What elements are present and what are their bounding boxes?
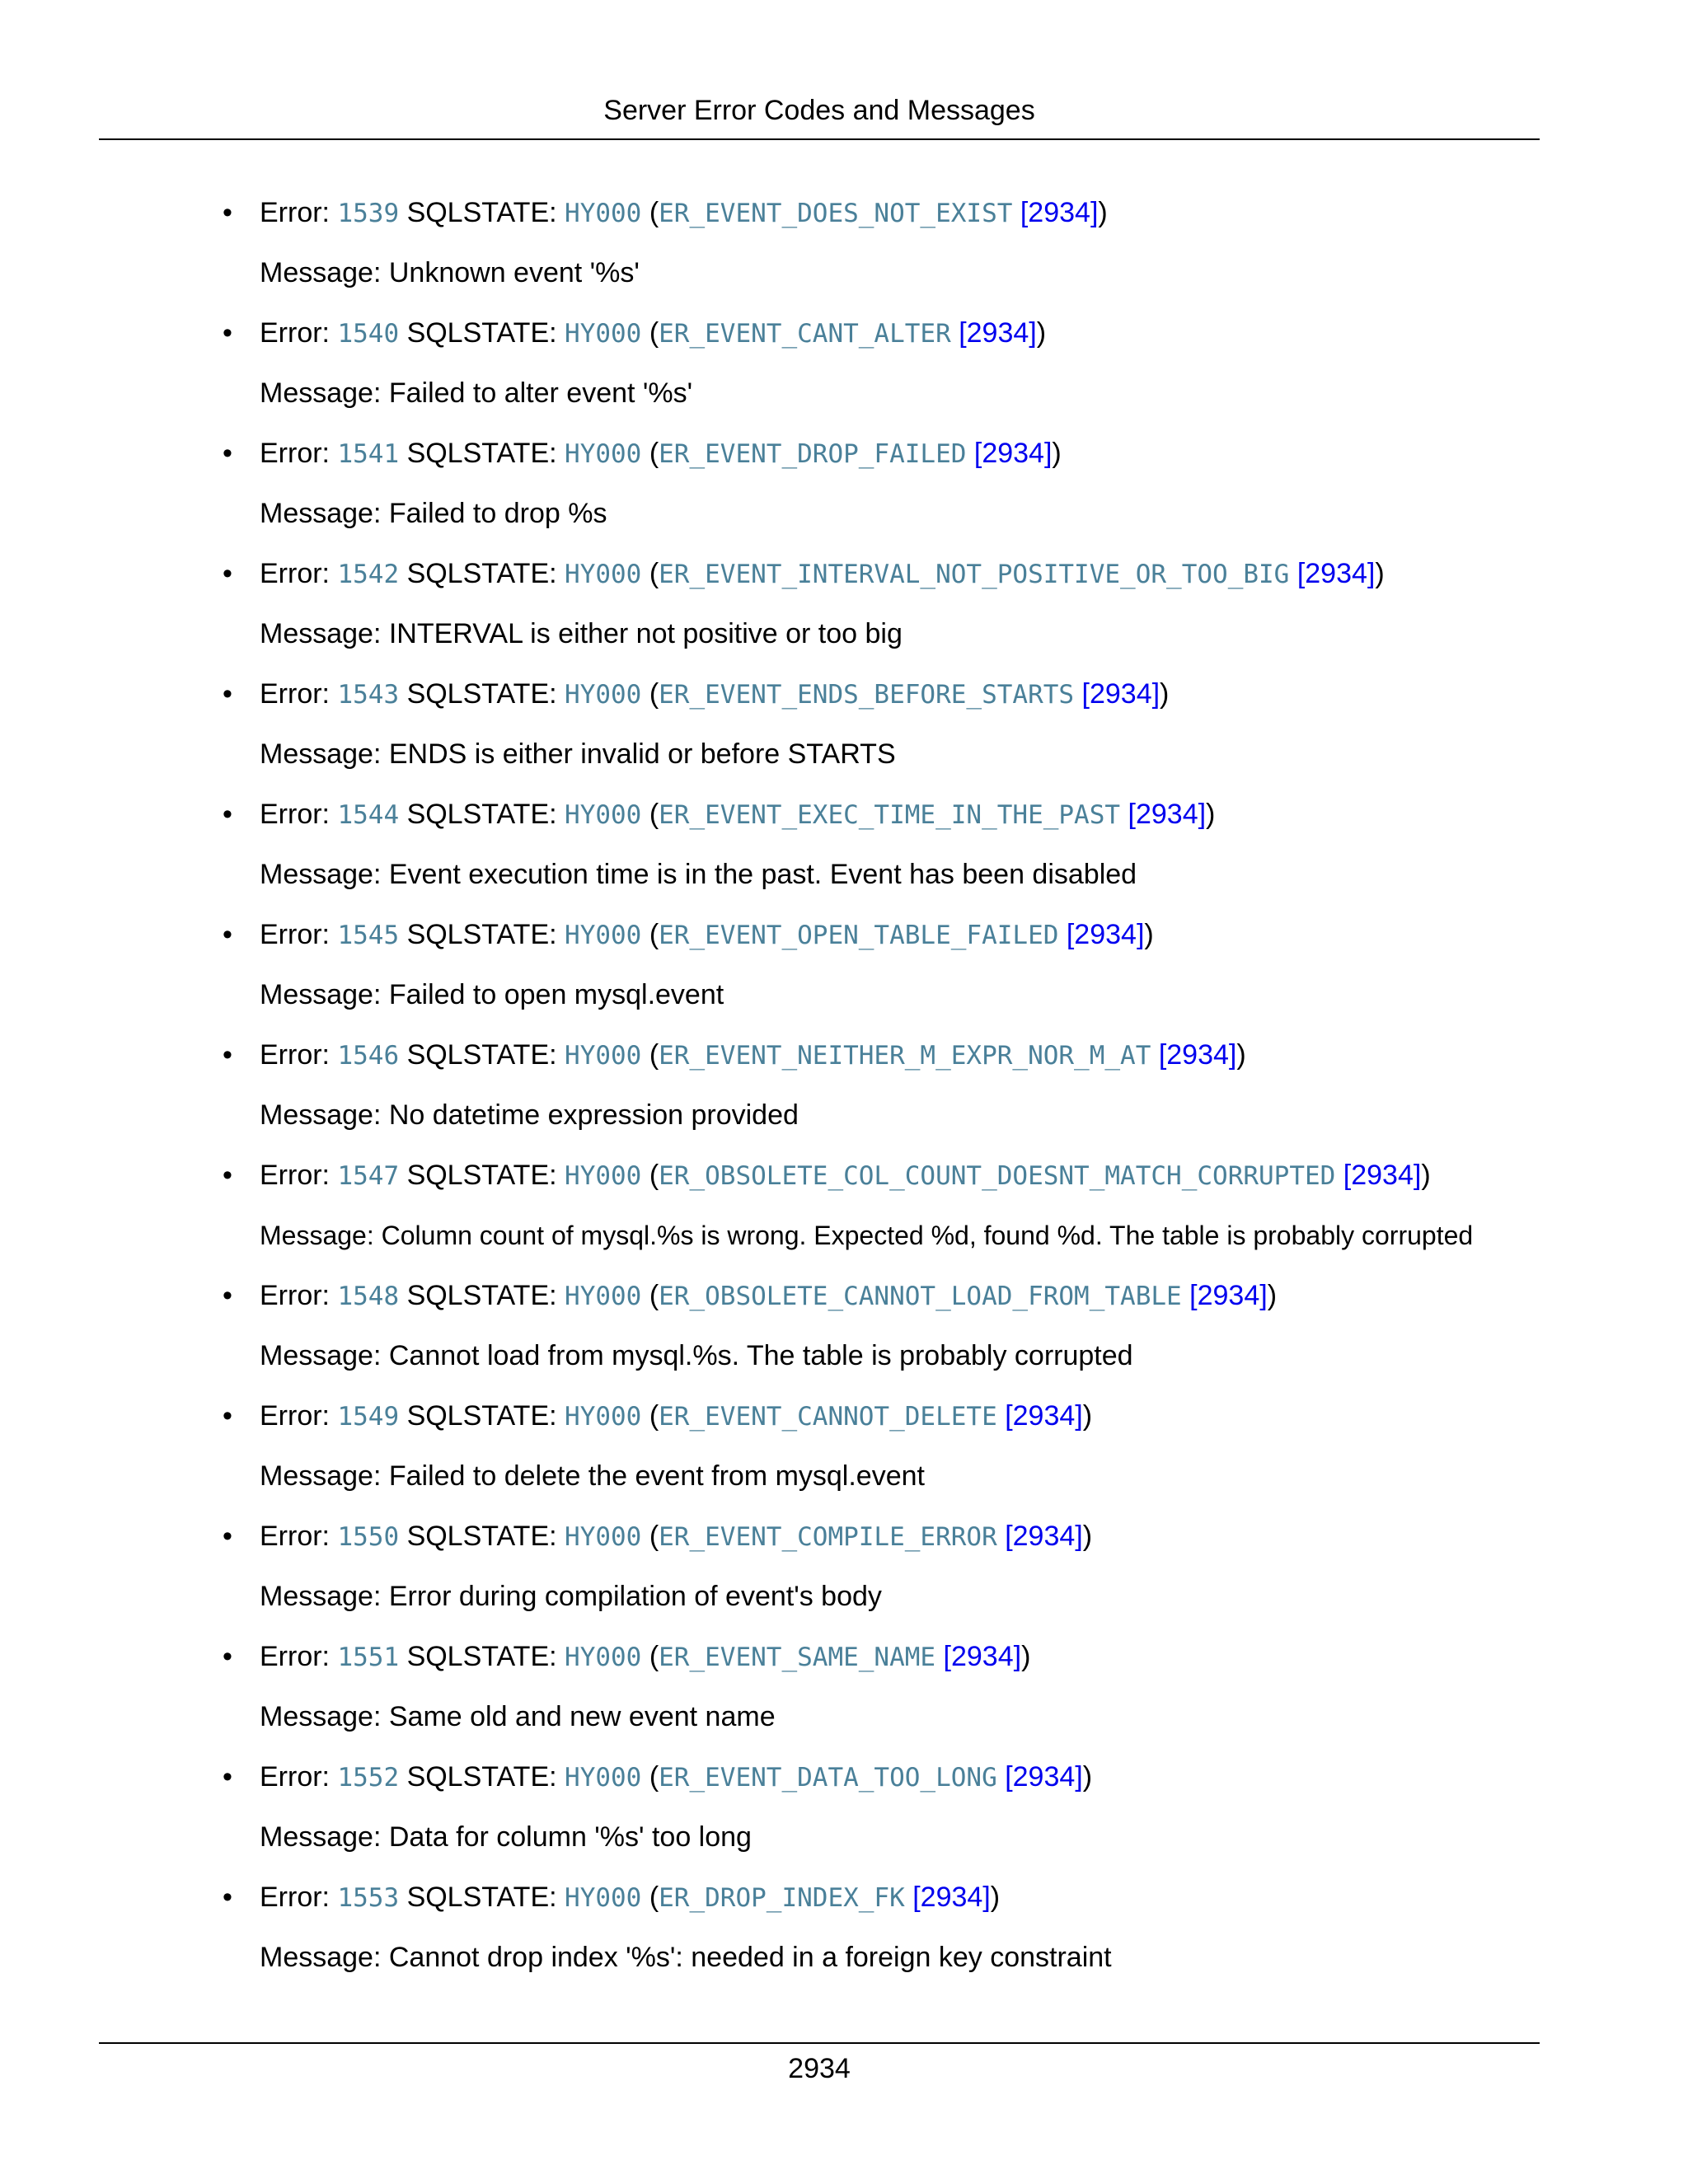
error-item [223,1034,1624,1155]
error-item [223,433,1624,553]
error-line [260,1155,1431,1197]
message-label: Message: [260,859,382,890]
error-line [260,1636,1030,1678]
error-message: Data for column '%s' too long [388,1821,752,1853]
error-label: Error: [260,1039,330,1071]
close-paren: ) [1160,678,1170,710]
close-paren: ) [1098,197,1108,228]
close-paren: ) [1082,1400,1093,1432]
error-line [260,433,1062,475]
sqlstate-value: HY000 [565,1763,642,1793]
sqlstate-label: SQLSTATE: [406,1882,557,1913]
error-label: Error: [260,197,330,228]
open-paren: ( [649,1160,659,1191]
message-line [260,613,903,654]
error-item [223,914,1624,1034]
message-label: Message: [260,498,382,529]
error-symbol: ER_EVENT_INTERVAL_NOT_POSITIVE_OR_TOO_BIG [659,560,1290,589]
sqlstate-label: SQLSTATE: [406,1400,557,1432]
error-symbol: ER_EVENT_EXEC_TIME_IN_THE_PAST [659,800,1121,830]
message-label: Message: [260,1099,382,1131]
error-item [223,1516,1624,1636]
error-symbol: ER_EVENT_ENDS_BEFORE_STARTS [659,680,1075,710]
close-paren: ) [1021,1641,1031,1672]
error-symbol: ER_EVENT_CANT_ALTER [659,319,951,349]
error-code: 1551 [337,1643,400,1672]
error-message: Failed to drop %s [388,498,607,529]
page-reference-link[interactable]: [2934] [973,438,1053,469]
bullet-icon: • [223,438,232,469]
error-symbol: ER_EVENT_COMPILE_ERROR [659,1522,997,1552]
bullet-icon: • [223,197,232,228]
page-reference-link[interactable]: [2934] [912,1882,991,1913]
message-line [260,252,640,293]
page-reference-link[interactable]: [2934] [1158,1039,1237,1071]
error-code: 1541 [337,439,400,469]
error-item [223,312,1624,433]
bullet-icon: • [223,799,232,830]
open-paren: ( [649,317,659,349]
error-symbol: ER_OBSOLETE_CANNOT_LOAD_FROM_TABLE [659,1282,1182,1311]
error-label: Error: [260,438,330,469]
error-code: 1545 [337,921,400,950]
error-item [223,1155,1624,1275]
sqlstate-label: SQLSTATE: [406,1280,557,1311]
sqlstate-value: HY000 [565,921,642,950]
bullet-icon: • [223,1400,232,1432]
error-label: Error: [260,799,330,830]
sqlstate-label: SQLSTATE: [406,317,557,349]
error-label: Error: [260,317,330,349]
bullet-icon: • [223,317,232,349]
message-line [260,733,896,775]
message-line [260,1816,752,1858]
error-symbol: ER_DROP_INDEX_FK [659,1883,905,1913]
sqlstate-value: HY000 [565,1643,642,1672]
sqlstate-label: SQLSTATE: [406,438,557,469]
bullet-icon: • [223,1039,232,1071]
bullet-icon: • [223,558,232,589]
error-code: 1540 [337,319,400,349]
page-reference-link[interactable]: [2934] [1020,197,1099,228]
error-code: 1539 [337,199,400,228]
error-symbol: ER_EVENT_DATA_TOO_LONG [659,1763,997,1793]
error-line [260,1877,1000,1919]
open-paren: ( [649,1761,659,1793]
error-label: Error: [260,1761,330,1793]
bullet-icon: • [223,678,232,710]
page-reference-link[interactable]: [2934] [1005,1761,1083,1793]
error-message: Same old and new event name [388,1701,776,1732]
error-label: Error: [260,1280,330,1311]
close-paren: ) [990,1882,1001,1913]
bullet-icon: • [223,1641,232,1672]
error-code: 1548 [337,1282,400,1311]
error-code: 1546 [337,1041,400,1071]
page-reference-link[interactable]: [2934] [943,1641,1022,1672]
error-line [260,192,1108,234]
error-message: Failed to delete the event from mysql.event [388,1460,925,1492]
message-line [260,1335,1133,1376]
error-code: 1547 [337,1161,400,1191]
error-label: Error: [260,678,330,710]
message-label: Message: [260,1221,374,1250]
page-reference-link[interactable]: [2934] [1128,799,1207,830]
open-paren: ( [649,1400,659,1432]
bullet-icon: • [223,919,232,950]
bullet-icon: • [223,1521,232,1552]
page-reference-link[interactable]: [2934] [1005,1400,1083,1432]
close-paren: ) [1036,317,1047,349]
error-symbol: ER_EVENT_OPEN_TABLE_FAILED [659,921,1059,950]
open-paren: ( [649,558,659,589]
sqlstate-label: SQLSTATE: [406,678,557,710]
error-item [223,553,1624,673]
bullet-icon: • [223,1882,232,1913]
sqlstate-value: HY000 [565,1522,642,1552]
open-paren: ( [649,799,659,830]
close-paren: ) [1206,799,1216,830]
error-message: Column count of mysql.%s is wrong. Expected %d, found %d. The table is probably corrupted [381,1221,1474,1250]
error-line [260,914,1154,956]
error-message: Cannot load from mysql.%s. The table is probably corrupted [388,1340,1133,1371]
error-item [223,1275,1624,1395]
sqlstate-value: HY000 [565,800,642,830]
open-paren: ( [649,1039,659,1071]
error-code: 1553 [337,1883,400,1913]
message-line [260,854,1137,895]
error-symbol: ER_EVENT_NEITHER_M_EXPR_NOR_M_AT [659,1041,1151,1071]
error-item [223,192,1624,312]
error-line [260,1516,1092,1558]
error-message: INTERVAL is either not positive or too big [388,618,903,649]
error-label: Error: [260,1882,330,1913]
page-reference-link[interactable]: [2934] [1081,678,1160,710]
error-symbol: ER_EVENT_CANNOT_DELETE [659,1402,997,1432]
open-paren: ( [649,438,659,469]
error-code: 1550 [337,1522,400,1552]
error-code: 1544 [337,800,400,830]
sqlstate-value: HY000 [565,560,642,589]
sqlstate-value: HY000 [565,1402,642,1432]
bullet-icon: • [223,1280,232,1311]
sqlstate-value: HY000 [565,319,642,349]
open-paren: ( [649,919,659,950]
page-reference-link[interactable]: [2934] [1189,1280,1268,1311]
error-line [260,1275,1277,1317]
message-label: Message: [260,1701,382,1732]
message-label: Message: [260,377,382,409]
error-item [223,794,1624,914]
error-item [223,1756,1624,1877]
message-line [260,1576,882,1617]
error-message: No datetime expression provided [388,1099,799,1131]
error-code: 1543 [337,680,400,710]
error-message: Failed to alter event '%s' [388,377,693,409]
error-code: 1542 [337,560,400,589]
error-line [260,553,1385,595]
error-symbol: ER_EVENT_SAME_NAME [659,1643,936,1672]
sqlstate-label: SQLSTATE: [406,919,557,950]
sqlstate-label: SQLSTATE: [406,1521,557,1552]
error-symbol: ER_EVENT_DOES_NOT_EXIST [659,199,1013,228]
open-paren: ( [649,1521,659,1552]
error-item [223,1636,1624,1756]
page-reference-link[interactable]: [2934] [1343,1160,1422,1191]
close-paren: ) [1082,1761,1093,1793]
message-line [260,1094,799,1136]
error-item [223,673,1624,794]
bullet-icon: • [223,1761,232,1793]
page-reference-link[interactable]: [2934] [959,317,1037,349]
open-paren: ( [649,1280,659,1311]
error-message: Failed to open mysql.event [388,979,724,1010]
sqlstate-label: SQLSTATE: [406,558,557,589]
open-paren: ( [649,197,659,228]
error-code: 1552 [337,1763,400,1793]
page-title: Server Error Codes and Messages [603,95,1035,126]
error-label: Error: [260,919,330,950]
error-line [260,1756,1092,1798]
sqlstate-label: SQLSTATE: [406,799,557,830]
close-paren: ) [1375,558,1385,589]
message-line [260,493,607,534]
error-message: Error during compilation of event's body [388,1581,882,1612]
error-message: Event execution time is in the past. Event has been disabled [388,859,1137,890]
sqlstate-value: HY000 [565,1883,642,1913]
message-label: Message: [260,618,382,649]
error-label: Error: [260,1641,330,1672]
error-label: Error: [260,558,330,589]
open-paren: ( [649,1641,659,1672]
page-reference-link[interactable]: [2934] [1296,558,1376,589]
open-paren: ( [649,1882,659,1913]
message-line [260,1696,776,1737]
sqlstate-value: HY000 [565,680,642,710]
message-label: Message: [260,257,382,288]
message-label: Message: [260,1821,382,1853]
message-line [260,974,724,1015]
message-label: Message: [260,738,382,770]
sqlstate-label: SQLSTATE: [406,1641,557,1672]
sqlstate-value: HY000 [565,1282,642,1311]
page-reference-link[interactable]: [2934] [1005,1521,1083,1552]
close-paren: ) [1421,1160,1431,1191]
sqlstate-value: HY000 [565,1161,642,1191]
bullet-icon: • [223,1160,232,1191]
error-item [223,1877,1624,1997]
error-line [260,1034,1246,1076]
error-message: Unknown event '%s' [388,257,640,288]
error-line [260,312,1046,354]
close-paren: ) [1144,919,1154,950]
message-label: Message: [260,979,382,1010]
error-line [260,673,1169,715]
page-number: 2934 [788,2053,851,2084]
error-message: ENDS is either invalid or before STARTS [388,738,896,770]
sqlstate-label: SQLSTATE: [406,1761,557,1793]
close-paren: ) [1236,1039,1246,1071]
error-item [223,1395,1624,1516]
sqlstate-label: SQLSTATE: [406,1160,557,1191]
open-paren: ( [649,678,659,710]
message-label: Message: [260,1942,382,1973]
sqlstate-label: SQLSTATE: [406,1039,557,1071]
sqlstate-value: HY000 [565,199,642,228]
sqlstate-value: HY000 [565,439,642,469]
error-symbol: ER_OBSOLETE_COL_COUNT_DOESNT_MATCH_CORRUPTED [659,1161,1336,1191]
page-footer [99,2042,1540,2093]
message-line [260,1215,1473,1256]
error-line [260,794,1215,836]
sqlstate-label: SQLSTATE: [406,197,557,228]
error-symbol: ER_EVENT_DROP_FAILED [659,439,967,469]
sqlstate-value: HY000 [565,1041,642,1071]
close-paren: ) [1082,1521,1093,1552]
error-label: Error: [260,1160,330,1191]
message-label: Message: [260,1460,382,1492]
error-line [260,1395,1092,1437]
message-label: Message: [260,1340,382,1371]
error-label: Error: [260,1521,330,1552]
message-line [260,1455,925,1497]
error-message: Cannot drop index '%s': needed in a foreign key constraint [388,1942,1112,1973]
message-line [260,373,692,414]
message-line [260,1937,1112,1978]
close-paren: ) [1267,1280,1278,1311]
message-label: Message: [260,1581,382,1612]
error-code: 1549 [337,1402,400,1432]
close-paren: ) [1052,438,1062,469]
page-reference-link[interactable]: [2934] [1066,919,1145,950]
error-label: Error: [260,1400,330,1432]
